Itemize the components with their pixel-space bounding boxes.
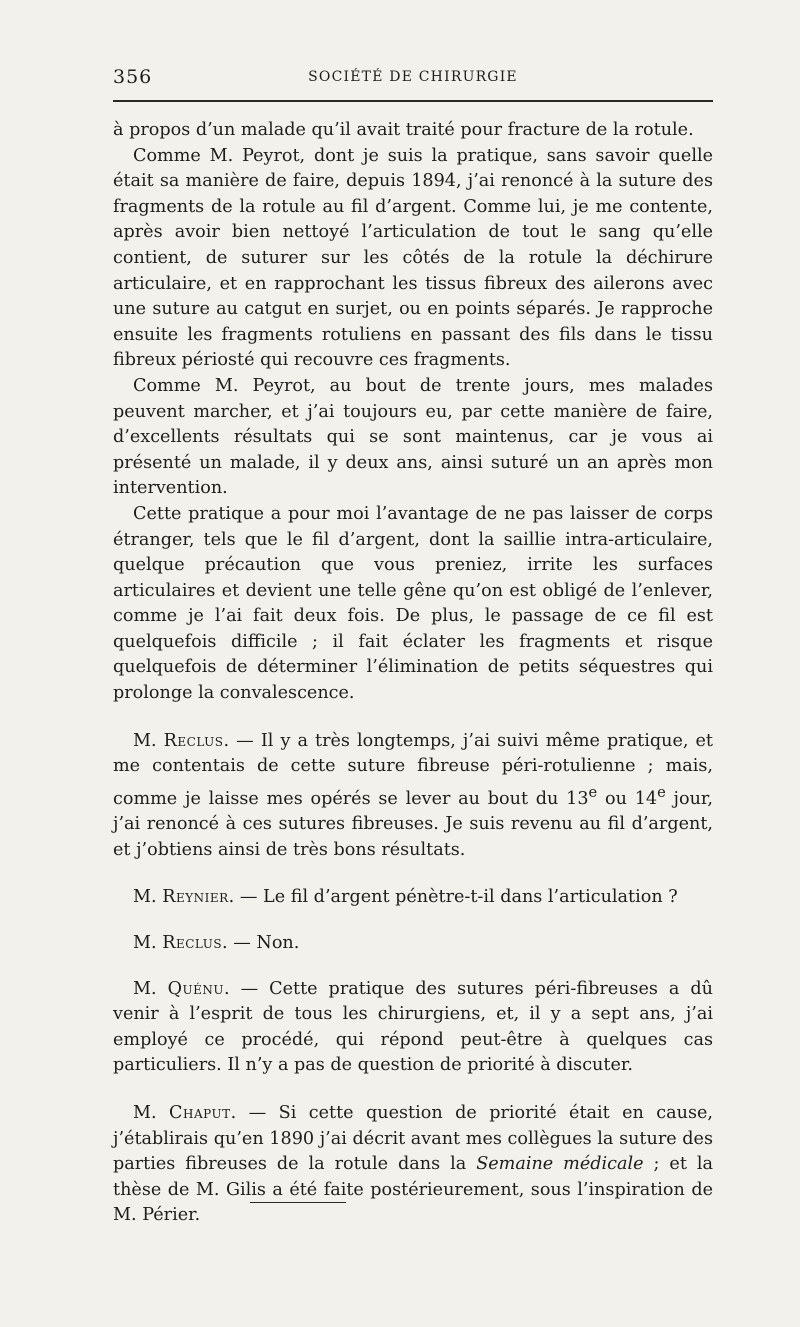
running-title: SOCIÉTÉ DE CHIRURGIE — [308, 69, 518, 85]
speech-text: . — Cette pratique des sutures péri-fibreuses a dû venir à l’esprit de tous les chirurgiens, et, il y a sept ans, j’ai employé ce procédé, qui répond peut-être à quelques cas particuliers. Il n’y a pas de question de priorité à discuter. — [113, 978, 713, 1076]
paragraph-advantage: Cette pratique a pour moi l’avantage de ne pas laisser de corps étranger, tels que le fil d’argent, dont la saillie intra-articulaire, quelque précaution que vous preniez, irrite les surfaces articulaires et devient une telle gêne qu’on est obligé de l’enlever, comme je l’ai fait deux fois. De plus, le passage de ce fil est quelquefois difficile ; il fait éclater les fragments et risque quelquefois de déterminer l’élimination de petits séquestres qui prolonge la convalescence. — [113, 503, 713, 704]
speech-text: . — Il y a très longtemps, j’ai suivi même pratique, et me contentais de cette suture fibreuse péri-rotulienne ; mais, comme je laisse mes opérés se lever au bout du 13 — [113, 730, 713, 809]
speech-reclus-2 — [113, 931, 713, 957]
speech-chaput — [113, 1101, 713, 1229]
speaker-name: Reynier — [162, 887, 229, 908]
document-page — [113, 60, 714, 1226]
speech-text: jour, j’ai renoncé à ces sutures fibreuses. Je suis revenu au fil d’argent, et j’obtiens ainsi de très bons résultats. — [113, 788, 713, 860]
body-text — [113, 118, 713, 1229]
journal-title: Semaine médicale — [476, 1154, 644, 1175]
paragraph-peyrot: Comme M. Peyrot, dont je suis la pratique, sans savoir quelle était sa manière de faire, depuis 1894, j’ai renoncé à la suture des fragments de la rotule au fil d’argent. Comme lui, je me contente, après avoir bien nettoyé l’articulation de tout le sang qu’elle contient, de suturer sur les côtés de la rotule la déchirure articulaire, et en rapprochant les tissus fibreux des ailerons avec une suture au catgut en surjet, ou en points séparés. Je rapproche ensuite les fragments rotuliens en passant des fils dans le tissu fibreux périosté qui recouvre ces fragments. — [113, 145, 713, 371]
speech-text: ; et la thèse de M. Gilis a été faite postérieurement, sous l’inspiration de M. Périer. — [113, 1154, 714, 1226]
running-head — [113, 60, 713, 94]
paragraph-continuation: à propos d’un malade qu’il avait traité pour fracture de la rotule. — [113, 120, 694, 140]
speech-reclus-1 — [113, 729, 713, 864]
speech-text: ou 14 — [597, 788, 658, 809]
speech-text: . — Si cette question de priorité était en cause, j’établirais qu’en 1890 j’ai décrit avant mes collègues la suture des parties fibreuses de la rotule dans la — [113, 1103, 713, 1175]
speaker-prefix: M. — [133, 933, 163, 954]
speech-reynier — [113, 885, 713, 911]
speaker-prefix: M. — [133, 730, 164, 751]
speaker-name: Reclus — [163, 730, 224, 751]
speech-text: . — Non. — [222, 933, 300, 954]
end-rule — [250, 1202, 346, 1203]
speaker-prefix: M. — [133, 887, 163, 908]
ordinal-suffix: e — [657, 783, 666, 801]
speaker-name: Reclus — [162, 933, 223, 954]
speech-quenu — [113, 977, 713, 1079]
ordinal-suffix: e — [588, 783, 598, 801]
speaker-name: Quénu — [167, 978, 225, 999]
header-rule — [113, 100, 713, 102]
page-number: 356 — [113, 66, 153, 88]
paragraph-results: Comme M. Peyrot, au bout de trente jours, mes malades peuvent marcher, et j’ai toujours eu, par cette manière de faire, d’excellents résultats qui se sont maintenus, car je vous ai présenté un malade, il y deux ans, ainsi suturé un an après mon intervention. — [113, 375, 713, 499]
speaker-prefix: M. — [133, 978, 168, 999]
speaker-prefix: M. — [133, 1103, 170, 1124]
speech-text: . — Le fil d’argent pénètre-t-il dans l’articulation ? — [228, 887, 678, 908]
speaker-name: Chaput — [169, 1103, 231, 1124]
